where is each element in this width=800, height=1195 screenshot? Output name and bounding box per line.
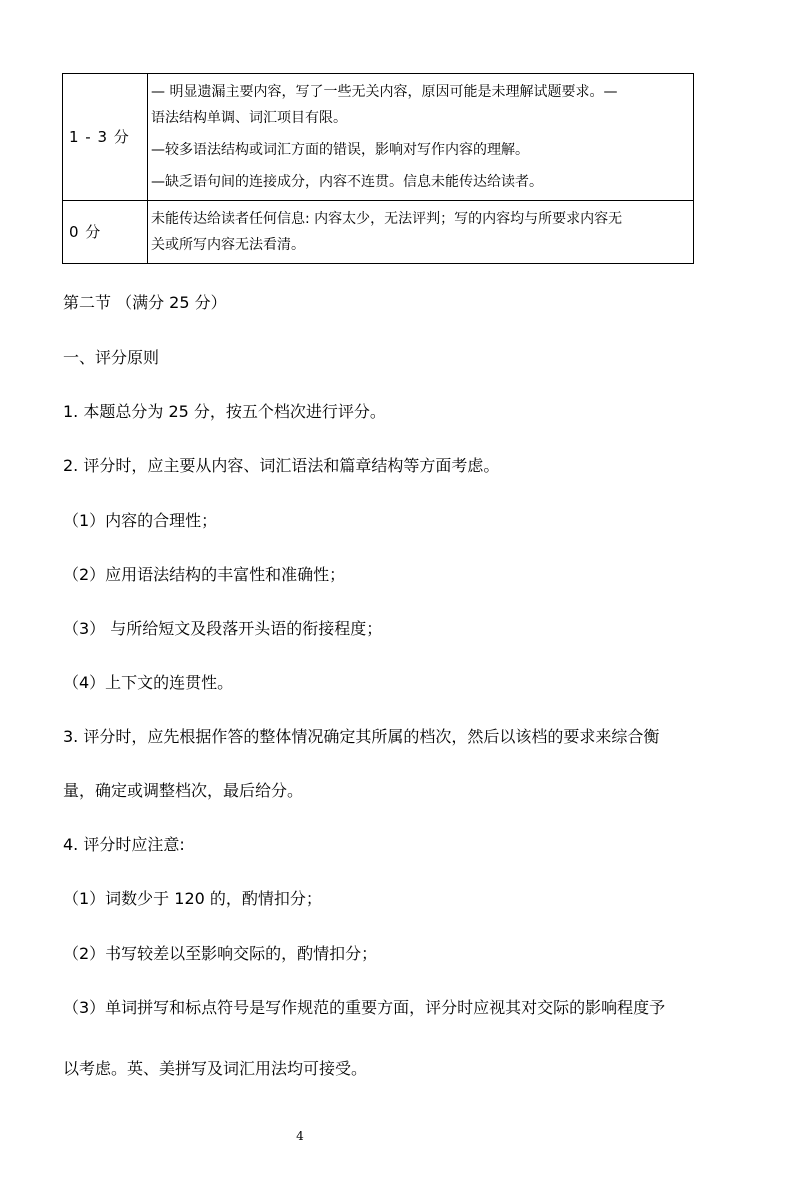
rule-subitem: （1）词数少于 120 的，酌情扣分；: [63, 889, 322, 908]
score-description-cell: [148, 201, 694, 264]
table-row: [63, 201, 694, 264]
rule-subitem: （4）上下文的连贯性。: [63, 673, 234, 692]
rule-subitem: （3）单词拼写和标点符号是写作规范的重要方面，评分时应视其对交际的影响程度予: [63, 998, 666, 1017]
principle-heading: 一、评分原则: [63, 348, 160, 367]
rule-item-continued: 量，确定或调整档次，最后给分。: [63, 781, 304, 800]
rule-item: 2. 评分时，应主要从内容、词汇语法和篇章结构等方面考虑。: [63, 456, 500, 475]
description-line: 未能传达给读者任何信息: 内容太少，无法评判；写的内容均与所要求内容无: [151, 211, 623, 227]
score-band-cell: 1 - 3 分: [63, 74, 148, 201]
rule-item: 1. 本题总分为 25 分，按五个档次进行评分。: [63, 402, 386, 421]
rule-subitem: （2）应用语法结构的丰富性和准确性；: [63, 565, 346, 584]
description-line: 语法结构单调、词汇项目有限。: [151, 110, 347, 126]
rule-subitem: （2）书写较差以至影响交际的，酌情扣分；: [63, 944, 378, 963]
description-line: 关或所写内容无法看清。: [151, 237, 305, 253]
section-title: 第二节 （满分 25 分）: [63, 293, 227, 312]
description-line: —缺乏语句间的连接成分，内容不连贯。信息未能传达给读者。: [151, 174, 543, 190]
description-line: —较多语法结构或词汇方面的错误，影响对写作内容的理解。: [151, 142, 529, 158]
scoring-criteria-table: [62, 73, 694, 264]
description-line: — 明显遗漏主要内容，写了一些无关内容，原因可能是未理解试题要求。—: [151, 84, 618, 100]
rule-subitem-continued: 以考虑。英、美拼写及词汇用法均可接受。: [63, 1059, 368, 1078]
page-number: 4: [296, 1129, 304, 1143]
rule-item: 4. 评分时应注意:: [63, 835, 185, 854]
score-band-cell: 0 分: [63, 201, 148, 264]
table-row: [63, 74, 694, 201]
rule-item: 3. 评分时，应先根据作答的整体情况确定其所属的档次，然后以该档的要求来综合衡: [63, 727, 660, 746]
rule-subitem: （3） 与所给短文及段落开头语的衔接程度；: [63, 619, 383, 638]
rule-subitem: （1）内容的合理性；: [63, 511, 218, 530]
score-description-cell: [148, 74, 694, 201]
